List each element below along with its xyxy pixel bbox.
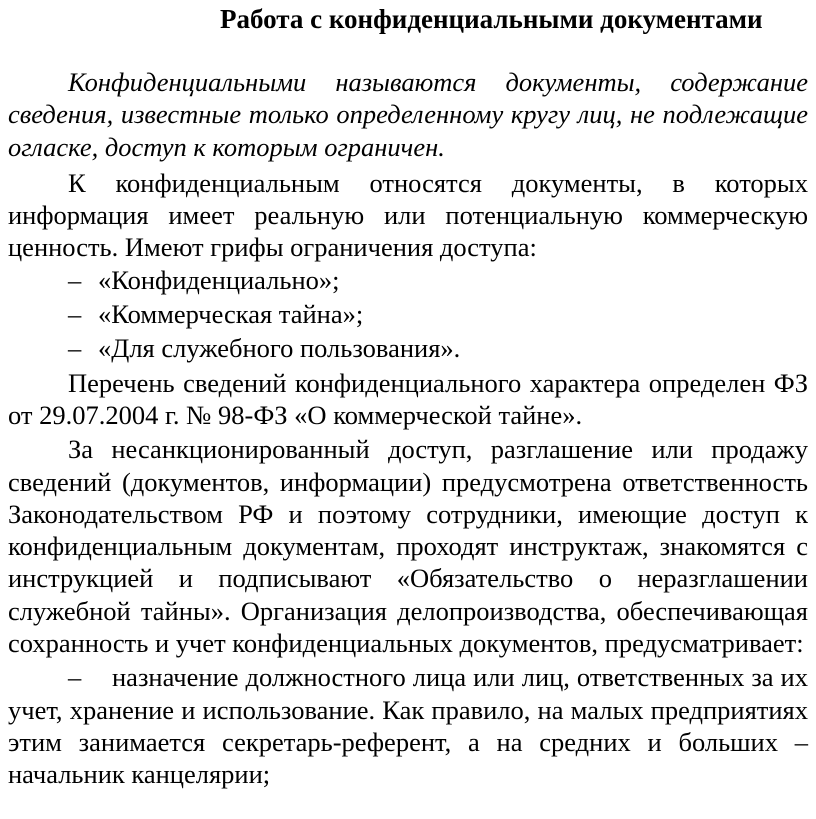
page-title: Работа с конфиденциальными документами: [220, 4, 763, 34]
stamp-list-item: [8, 264, 808, 296]
dash-marker: –: [68, 299, 82, 330]
measure-text: назначение должностного лица или лиц, ответственных за их учет, хранение и использование. Как правило, на малых предприятиях этим занимается секретарь-референт, а на средних и больших – начальник канцелярии;: [8, 662, 808, 790]
stamp-list-item: [8, 332, 808, 364]
intro-paragraph: К конфиденциальным относятся документы, в которых информация имеет реальную или потенциальную коммерческую ценность. Имеют грифы ограничения доступа:: [8, 167, 808, 263]
definition-paragraph: Конфиденциальными называются документы, содержание сведения, известные только определенному кругу лиц, не подлежащие огласке, доступ к которым ограничен.: [8, 67, 808, 162]
dash-marker: –: [68, 264, 82, 295]
stamp-label: «Коммерческая тайна»;: [98, 299, 364, 330]
measure-list-item: [8, 661, 808, 790]
stamp-list-item: [8, 298, 808, 330]
stamp-label: «Конфиденциально»;: [98, 264, 340, 295]
dash-marker: –: [68, 662, 82, 693]
stamp-label: «Для служебного пользования».: [98, 333, 461, 364]
responsibility-paragraph: За несанкционированный доступ, разглашение или продажу сведений (документов, информации) предусмотрена ответственность Законодательством РФ и поэтому сотрудники, имеющие доступ к конфиденциальным документам, проходят инструктаж, знакомятся с инструкцией и подписывают «Обязательство о неразглашении служебной тайны». Организация делопроизводства, обеспечивающая сохранность и учет конфиденциальных документов, предусматривает:: [8, 434, 808, 659]
law-paragraph: Перечень сведений конфиденциального характера определен ФЗ от 29.07.2004 г. № 98-ФЗ «О коммерческой тайне».: [8, 367, 808, 430]
dash-marker: –: [68, 333, 82, 364]
